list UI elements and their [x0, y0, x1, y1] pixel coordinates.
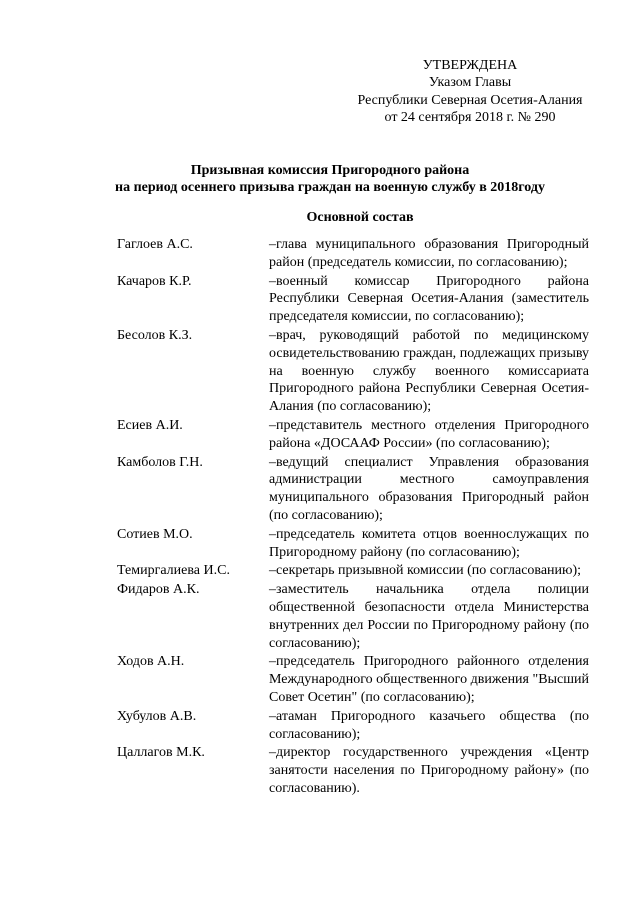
title-line-1: Призывная комиссия Пригородного района — [190, 163, 470, 178]
member-name: Сотиев М.О. — [117, 526, 193, 542]
member-row — [117, 273, 589, 326]
approval-block — [350, 57, 590, 126]
member-name: Хубулов А.В. — [117, 708, 197, 724]
member-row — [117, 581, 589, 652]
member-role: –заместитель начальника отдела полиции общественной безопасности отдела Министерства внутренних дел России по Пригородному району (по согласованию); — [269, 582, 589, 651]
member-role: –ведущий специалист Управления образования администрации местного самоуправления муниципального образования Пригородный район (по согласованию); — [269, 454, 589, 523]
member-row — [117, 526, 589, 562]
member-row — [117, 417, 589, 453]
member-role: –атаман Пригородного казачьего общества (по согласованию); — [269, 708, 589, 742]
approval-line-2: Указом Главы — [428, 75, 512, 91]
member-name: Гаглоев А.С. — [117, 237, 193, 252]
member-row — [117, 454, 589, 525]
member-role: –председатель Пригородного районного отделения Международного общественного движения "Высший Совет Осетин" (по согласованию); — [269, 654, 589, 705]
member-name: Цаллагов М.К. — [117, 745, 205, 761]
member-row — [117, 653, 589, 706]
title-line-2: на период осеннего призыва граждан на военную службу в 2018году — [115, 180, 545, 196]
approval-line-4: от 24 сентября 2018 г. № 290 — [384, 109, 556, 125]
document-title — [60, 162, 600, 197]
member-role: –директор государственного учреждения «Центр занятости населения по Пригородному району» (по согласованию). — [269, 745, 589, 796]
member-role: –представитель местного отделения Пригородного района «ДОСААФ России» (по согласованию); — [269, 417, 589, 451]
member-row — [117, 236, 589, 272]
member-name: Ходов А.Н. — [117, 654, 185, 670]
approval-line-1: УТВЕРЖДЕНА — [422, 58, 518, 73]
member-name: Есиев А.И. — [117, 417, 183, 433]
member-role: –председатель комитета отцов военнослужащих по Пригородному району (по согласованию); — [269, 526, 589, 560]
member-role: –секретарь призывной комиссии (по согласованию); — [269, 563, 582, 579]
approval-line-3: Республики Северная Осетия-Алания — [357, 92, 583, 108]
member-row — [117, 744, 589, 797]
members-list — [117, 236, 589, 799]
member-name: Качаров К.Р. — [117, 273, 192, 289]
section-heading: Основной состав — [306, 210, 414, 225]
member-row — [117, 562, 589, 580]
member-name: Камболов Г.Н. — [117, 454, 203, 470]
member-row — [117, 327, 589, 416]
member-row — [117, 708, 589, 744]
member-role: –глава муниципального образования Пригородный район (председатель комиссии, по согласованию); — [269, 237, 589, 270]
member-name: Фидаров А.К. — [117, 582, 200, 598]
member-role: –врач, руководящий работой по медицинскому освидетельствованию граждан, подлежащих призыву на военную службу военного комиссариата Пригородного района Республики Северная Осетия-Алания (по согласованию); — [269, 327, 589, 415]
member-name: Бесолов К.З. — [117, 327, 193, 343]
member-name: Темиргалиева И.С. — [117, 563, 230, 579]
member-role: –военный комиссар Пригородного района Республики Северная Осетия-Алания (заместитель председателя комиссии, по согласованию); — [269, 273, 589, 325]
